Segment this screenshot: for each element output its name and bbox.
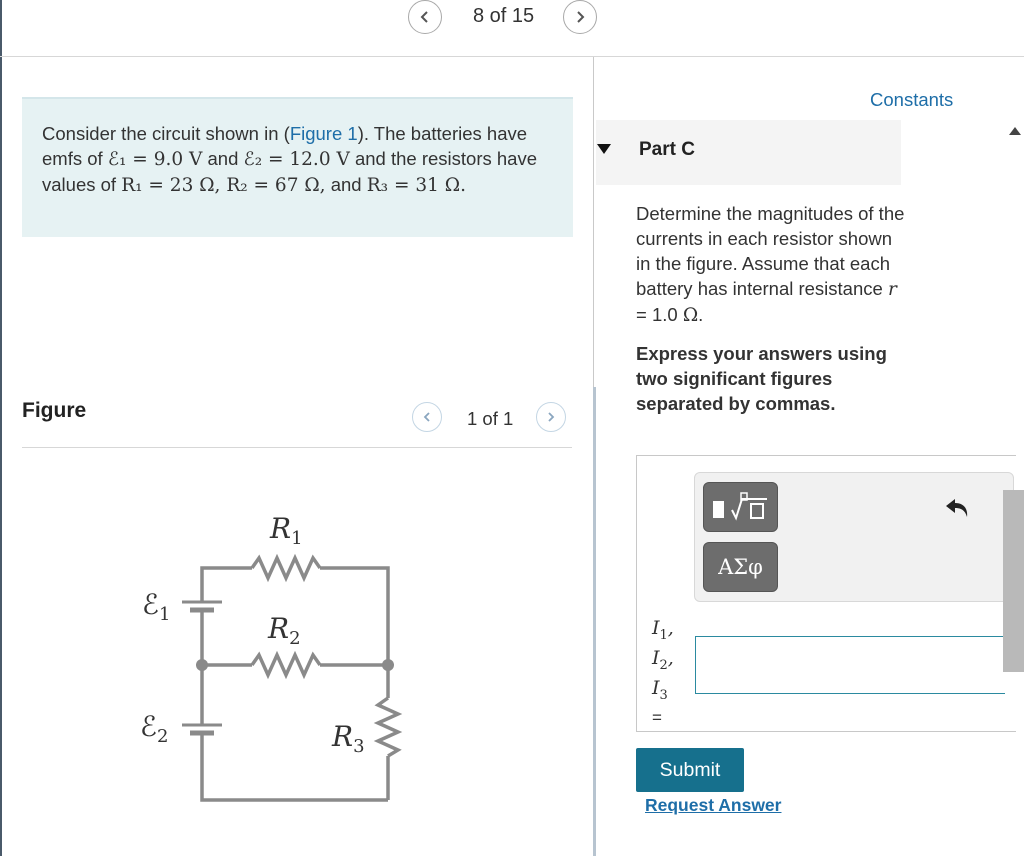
question-period: . [698,304,704,325]
label-r3: $R_3$ [332,720,365,757]
scrollbar-thumb[interactable] [1003,490,1024,672]
var-i3-subscript: 3 [659,687,668,703]
figure-prev-button[interactable] [412,402,442,432]
item-counter: 8 of 15 [473,5,535,27]
equals-sign: = [652,708,662,728]
symbol-tool-button[interactable]: ΑΣφ [703,542,778,592]
figure-heading: Figure [22,399,87,422]
request-answer-link[interactable]: Request Answer [645,795,782,815]
figure-counter: 1 of 1 [467,408,514,429]
answer-instructions: Express your answers using two significant figures separated by commas. [636,343,887,414]
scroll-up-arrow-icon[interactable] [1008,126,1022,136]
problem-intro [22,97,573,237]
column-divider-highlight [593,387,596,856]
r3-value: R₃ = 31 Ω. [366,175,466,196]
var-i2: I [652,646,660,669]
label-e2: ℰ$_2$ [140,710,169,747]
column-divider [593,57,594,387]
intro-text: and [207,148,239,169]
var-i1-subscript: 1 [659,627,668,643]
question-value: = 1.0 [636,304,678,325]
label-r2: $R_2$ [268,612,301,649]
window-left-border [0,0,2,856]
submit-button[interactable]: Submit [636,748,744,792]
chevron-right-icon [545,411,557,423]
junction-right [382,659,394,671]
intro-text: and the resistors have values of [42,148,537,195]
emf2-value: ℰ₂ = 12.0 V [243,149,350,170]
var-i2-subscript: 2 [659,657,668,673]
var-comma: , [667,646,674,669]
r1-r2-values: R₁ = 23 Ω, R₂ = 67 Ω, [121,175,326,196]
answer-variable-labels [652,617,674,729]
intro-text: and [330,174,362,195]
var-comma: , [667,617,674,639]
prev-item-button[interactable] [408,0,442,34]
junction-left [196,659,208,671]
label-r1: $R_1$ [270,512,303,549]
var-r: r [887,279,897,300]
caret-down-icon[interactable] [596,143,612,155]
intro-text: Consider the circuit shown in ( [42,123,290,144]
next-item-button[interactable] [563,0,597,34]
nav-divider [0,56,1024,57]
answer-input[interactable] [695,636,1005,694]
figure-link[interactable]: Figure 1 [289,123,358,144]
part-title: Part C [639,139,695,160]
template-tool-button[interactable] [703,482,778,532]
chevron-left-icon [418,10,432,24]
label-e1: ℰ$_1$ [142,588,171,625]
chevron-right-icon [573,10,587,24]
question-unit: Ω [682,305,699,326]
question-text [636,201,911,328]
emf1-value: ℰ₁ = 9.0 V [107,149,203,170]
var-i3: I [652,676,660,699]
circuit-diagram [130,500,430,820]
question-body: Determine the magnitudes of the currents in each resistor shown in the figure. Assume that each battery has internal resistance [636,203,905,299]
intro-text: ). The batteries have emfs of [42,123,528,169]
math-template-icon [709,490,773,524]
chevron-left-icon [421,411,433,423]
constants-link[interactable]: Constants [870,89,954,110]
figure-divider [22,447,572,448]
var-i1: I [652,617,660,639]
circuit-wires [202,558,398,800]
undo-icon[interactable] [944,496,972,522]
figure-next-button[interactable] [536,402,566,432]
